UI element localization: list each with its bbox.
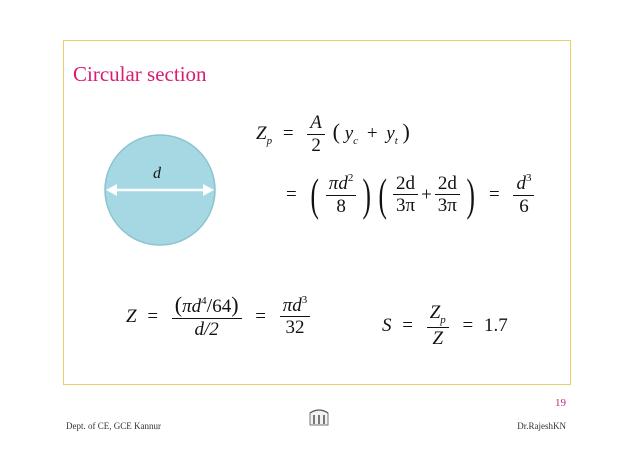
- fraction-d3-over-6: [513, 172, 534, 219]
- close-paren: ): [402, 119, 410, 145]
- equation-zp: [256, 112, 410, 158]
- page-number: 19: [555, 397, 566, 409]
- square-exponent: 2: [347, 172, 354, 184]
- open-paren: (: [332, 119, 340, 145]
- pi-d: πd: [328, 173, 348, 194]
- denominator-6: 6: [519, 195, 529, 217]
- cube-exponent: 3: [525, 172, 532, 184]
- z-symbol: Z: [126, 305, 137, 327]
- numerator-2d: 2d: [435, 173, 460, 196]
- s-symbol: S: [382, 315, 392, 337]
- college-logo-icon: [307, 405, 331, 429]
- open-paren-large: (: [378, 169, 387, 221]
- numerator-a: A: [307, 112, 325, 135]
- equals-sign: =: [255, 305, 267, 327]
- fraction-2d-over-3pi-2: [435, 173, 460, 219]
- yc-symbol: y: [344, 123, 354, 145]
- zp-subscript: p: [266, 135, 273, 148]
- fraction-2d-over-3pi: [393, 173, 418, 219]
- zp-symbol: Z: [256, 123, 267, 145]
- plus-sign: +: [421, 184, 432, 206]
- circle-diagram: [95, 130, 235, 260]
- numerator-2d: 2d: [393, 173, 418, 196]
- fraction-pid3-over-32: [280, 294, 311, 341]
- equation-shape-factor: [382, 302, 508, 350]
- denominator-32: 32: [285, 317, 305, 339]
- denominator-d-over-2: d/2: [194, 319, 219, 340]
- yt-subscript: t: [394, 135, 398, 148]
- denominator-8: 8: [336, 195, 346, 217]
- footer-department: Dept. of CE, GCE Kannur: [66, 421, 161, 431]
- diameter-label: d: [153, 165, 161, 182]
- fraction-zp-over-z: [427, 302, 449, 350]
- fraction-pid2-over-8: [326, 172, 357, 219]
- equals-sign: =: [282, 123, 294, 145]
- cube-exponent: 3: [301, 293, 308, 306]
- denominator-z: Z: [432, 327, 444, 349]
- zp-subscript: p: [440, 314, 446, 326]
- equals-sign: =: [462, 315, 474, 337]
- equals-sign: =: [147, 305, 159, 327]
- yt-symbol: y: [386, 123, 395, 145]
- pi-d: πd: [282, 294, 302, 316]
- shape-factor-value: 1.7: [484, 315, 508, 337]
- close-paren-large: ): [466, 169, 475, 221]
- fourth-exponent: 4: [201, 295, 207, 307]
- denominator-3pi: 3π: [395, 195, 416, 217]
- zp-symbol: Z: [429, 302, 441, 323]
- slide-title: Circular section: [73, 62, 207, 86]
- plus-sign: +: [366, 123, 378, 145]
- close-paren-large: ): [362, 169, 372, 221]
- denominator-2: 2: [311, 134, 321, 156]
- fraction-z-main: $\frac{(\pi d^4/64)}{d/2}$: [172, 292, 242, 342]
- equation-z: [126, 292, 313, 342]
- equation-zp-expanded: [286, 169, 537, 221]
- number-64: 64: [212, 296, 232, 317]
- equals-sign: =: [286, 184, 297, 206]
- equals-sign: =: [488, 184, 500, 206]
- footer-author: Dr.RajeshKN: [517, 421, 566, 431]
- yc-subscript: c: [353, 135, 359, 148]
- open-paren-large: (: [310, 169, 320, 221]
- fraction-a-over-2: [307, 112, 325, 158]
- pi-d: πd: [182, 296, 202, 317]
- equals-sign: =: [402, 315, 413, 337]
- denominator-3pi: 3π: [437, 195, 457, 217]
- d-symbol: d: [516, 173, 526, 194]
